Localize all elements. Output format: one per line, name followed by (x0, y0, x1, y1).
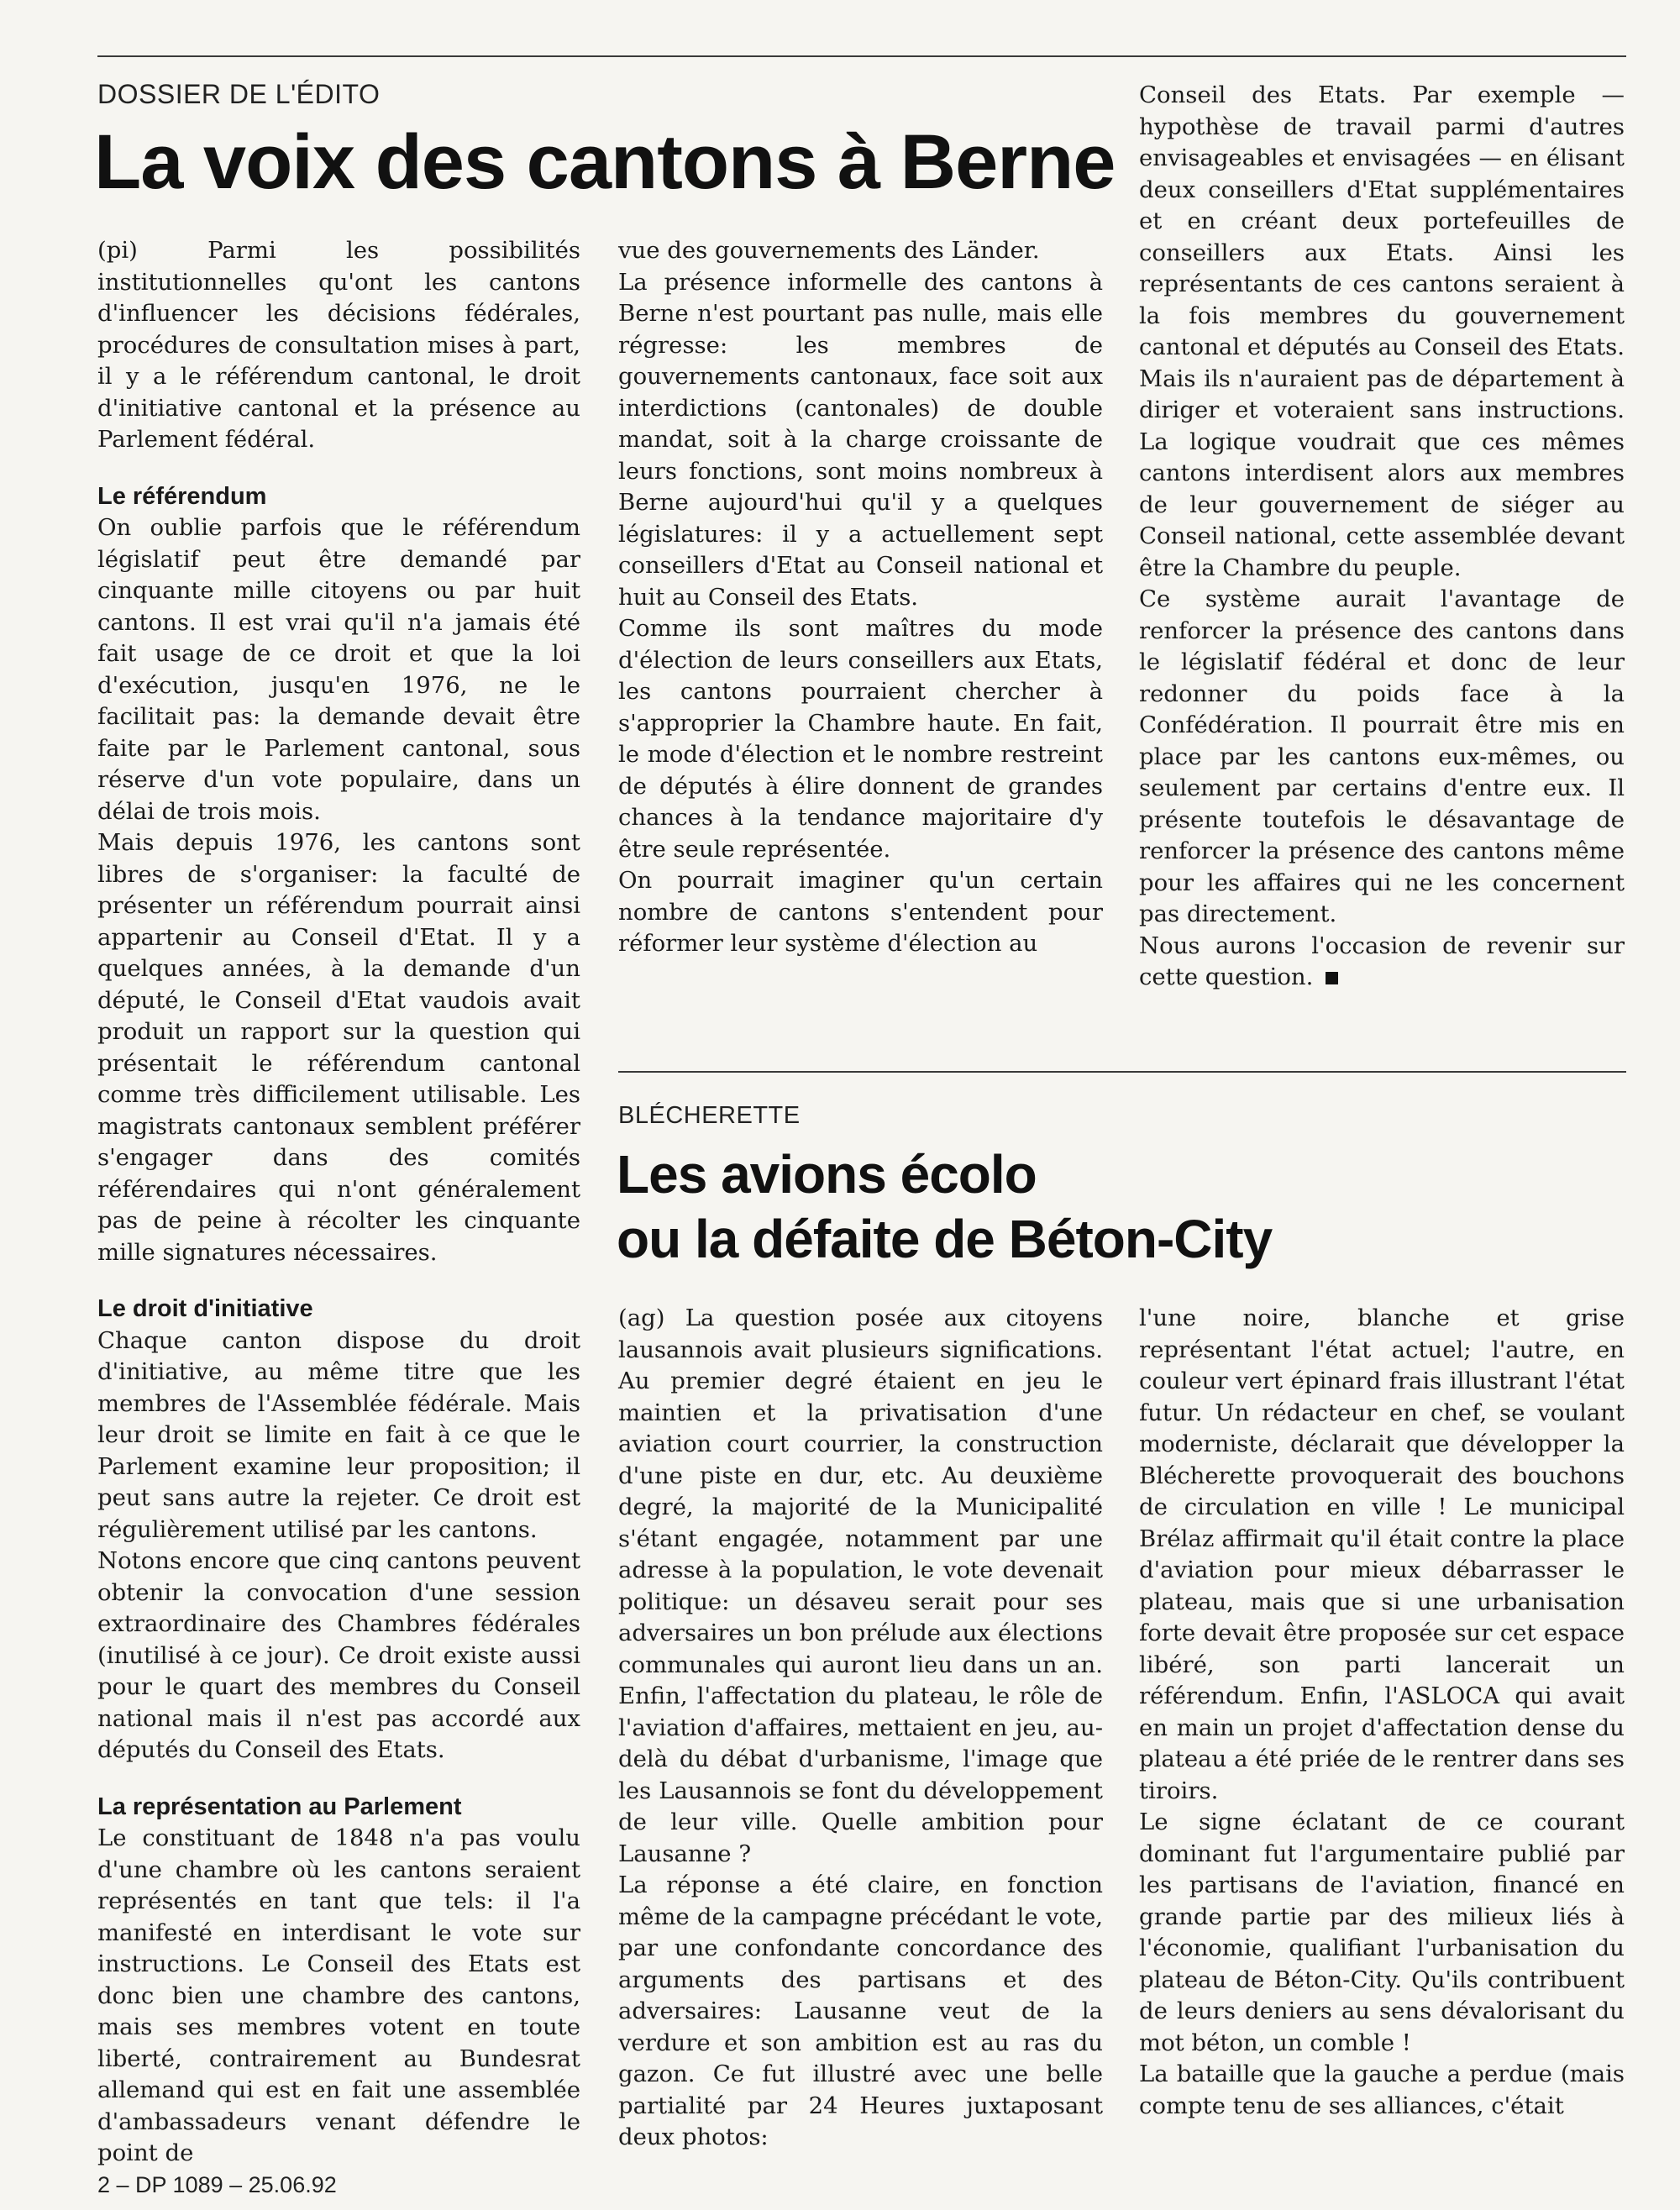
top-rule (97, 55, 1626, 57)
section-heading: La représentation au Parlement (97, 1793, 462, 1820)
section-rule (618, 1071, 1626, 1073)
paragraph: Nous aurons l'occasion de revenir sur cette question. (1139, 932, 1625, 990)
article1-column-2 (618, 235, 1103, 960)
paragraph: Le signe éclatant de ce courant dominant fut l'argumentaire publié par les partisans de l'aviation, financé en grande partie par des milieux liés à l'économie, qualifiant l'urbanisation du plateau de Béton-City. Qu'ils contribuent de leurs deniers au sens dévalorisant du mot béton, un comble ! (1139, 1808, 1625, 2056)
article1-kicker: DOSSIER DE L'ÉDITO (97, 79, 381, 109)
paragraph: (pi) Parmi les possibilités institutionnelles qu'ont les cantons d'influencer les décisions fédérales, procédures de consultation mises à part, il y a le référendum cantonal, le droit d'initiative cantonal et la présence au Parlement fédéral. (97, 237, 580, 453)
article2-title-line2: ou la défaite de Béton-City (617, 1209, 1273, 1269)
article1-title: La voix des cantons à Berne (94, 119, 1116, 205)
paragraph: l'une noire, blanche et grise représentant l'état actuel; l'autre, en couleur vert épinard frais illustrant l'état futur. Un rédacteur en chef, se voulant moderniste, déclarait que développer la Blécherette provoquerait des bouchons de circulation en ville ! Le municipal Brélaz affirmait qu'il était contre la place d'aviation pour mieux débarrasser le plateau, mais que si une urbanisation forte devait être proposée sur cet espace libéré, son parti lancerait un référendum. Enfin, l'ASLOCA qui avait en main un projet d'affectation dense du plateau a été priée de le rentrer dans ses tiroirs. (1139, 1304, 1625, 1804)
article2-kicker: BLÉCHERETTE (618, 1102, 801, 1129)
section-heading: Le droit d'initiative (97, 1295, 313, 1322)
section-heading: Le référendum (97, 482, 267, 510)
article2-column-1 (618, 1303, 1103, 2154)
paragraph: Ce système aurait l'avantage de renforcer la présence des cantons dans le législatif fédéral et donc de leur redonner du poids face à la Confédération. Il pourrait être mis en place par les cantons eux-mêmes, ou seulement par certains d'entre eux. Il présente toutefois le désavantage de renforcer la présence des cantons même pour les affaires qui ne les concernent pas directement. (1139, 585, 1625, 927)
paragraph: Notons encore que cinq cantons peuvent obtenir la convocation d'une session extraordinaire des Chambres fédérales (inutilisé à ce jour). Ce droit existe aussi pour le quart des membres du Conseil national mais il n'est pas accordé aux députés du Conseil des Etats. (97, 1547, 580, 1763)
end-of-article-mark (1326, 972, 1338, 984)
page-folio: 2 – DP 1089 – 25.06.92 (97, 2172, 337, 2197)
paragraph: Chaque canton dispose du droit d'initiative, au même titre que les membres de l'Assemblée fédérale. Mais leur droit se limite en fait à ce que le Parlement examine leur proposition; il peut sans autre la rejeter. Ce droit est régulièrement utilisé par les cantons. (97, 1326, 580, 1543)
paragraph: Mais depuis 1976, les cantons sont libres de s'organiser: la faculté de présenter un référendum pourrait ainsi appartenir au Conseil d'Etat. Il y a quelques années, à la demande d'un député, le Conseil d'Etat vaudois avait produit un rapport sur la question qui présentait le référendum cantonal comme très difficilement utilisable. Les magistrats cantonaux semblent préférer s'engager dans des comités référendaires qui n'ont généralement pas de peine à récolter les cinquante mille signatures nécessaires. (97, 829, 580, 1266)
article2-title-line1: Les avions écolo (617, 1144, 1037, 1205)
paragraph: On oublie parfois que le référendum législatif peut être demandé par cinquante mille citoyens ou par huit cantons. Il est vrai qu'il n'a jamais été fait usage de ce droit et que la loi d'exécution, jusqu'en 1976, ne le facilitait pas: la demande devait être faite par le Parlement cantonal, sous réserve d'un vote populaire, dans un délai de trois mois. (97, 514, 580, 825)
paragraph: La bataille que la gauche a perdue (mais compte tenu de ses alliances, c'était (1139, 2060, 1625, 2119)
paragraph: On pourrait imaginer qu'un certain nombre de cantons s'entendent pour réformer leur système d'élection au (618, 867, 1103, 957)
article1-column-3 (1139, 80, 1625, 994)
paragraph: La réponse a été claire, en fonction même de la campagne précédant le vote, par une confondante concordance des arguments des partisans et des adversaires: Lausanne veut de la verdure et son ambition est au ras du gazon. Ce fut illustré avec une belle partialité par 24 Heures juxtaposant deux photos: (618, 1871, 1103, 2150)
article2-column-2 (1139, 1303, 1625, 2122)
paragraph: (ag) La question posée aux citoyens lausannois avait plusieurs significations. Au premier degré étaient en jeu le maintien et la privatisation d'une aviation court courrier, la construction d'une piste en dur, etc. Au deuxième degré, la majorité de la Municipalité s'étant engagée, notamment par une adresse à la population, le vote devenait politique: un désaveu serait pour ses adversaires un bon prélude aux élections communales qui auront lieu dans un an. Enfin, l'affectation du plateau, le rôle de l'aviation d'affaires, mettaient en jeu, au-delà du débat d'urbanisme, l'image que les Lausannois se font du développement de leur ville. Quelle ambition pour Lausanne ? (618, 1304, 1103, 1867)
paragraph: La présence informelle des cantons à Berne n'est pourtant pas nulle, mais elle régresse: les membres de gouvernements cantonaux, face soit aux interdictions (cantonales) de double mandat, soit à la charge croissante de leurs fonctions, sont moins nombreux à Berne aujourd'hui qu'il y a quelques législatures: il y a actuellement sept conseillers d'Etat au Conseil national et huit au Conseil des Etats. (618, 268, 1103, 611)
article1-column-1 (97, 235, 580, 2170)
paragraph: Le constituant de 1848 n'a pas voulu d'une chambre où les cantons seraient représentés en tant que tels: il l'a manifesté en interdisant le vote sur instructions. Le Conseil des Etats est donc bien une chambre des cantons, mais ses membres votent en toute liberté, contrairement au Bundesrat allemand qui est en fait une assemblée d'ambassadeurs venant défendre le point de (97, 1824, 580, 2166)
paragraph: Comme ils sont maîtres du mode d'élection de leurs conseillers aux Etats, les cantons pourraient chercher à s'approprier la Chambre haute. En fait, le mode d'élection et le nombre restreint de députés à élire donnent de grandes chances à la tendance majoritaire d'y être seule représentée. (618, 615, 1103, 863)
paragraph: vue des gouvernements des Länder. (618, 237, 1040, 264)
paragraph: Conseil des Etats. Par exemple — hypothèse de travail parmi d'autres envisageables et envisagées — en élisant deux conseillers d'Etat supplémentaires et en créant deux portefeuilles de conseillers aux Etats. Ainsi les représentants de ces cantons seraient à la fois membres du gouvernement cantonal et députés au Conseil des Etats. Mais ils n'auraient pas de département à diriger et voteraient sans instructions. La logique voudrait que ces mêmes cantons interdisent alors aux membres de leur gouvernement de siéger au Conseil national, cette assemblée devant être la Chambre du peuple. (1139, 81, 1625, 581)
